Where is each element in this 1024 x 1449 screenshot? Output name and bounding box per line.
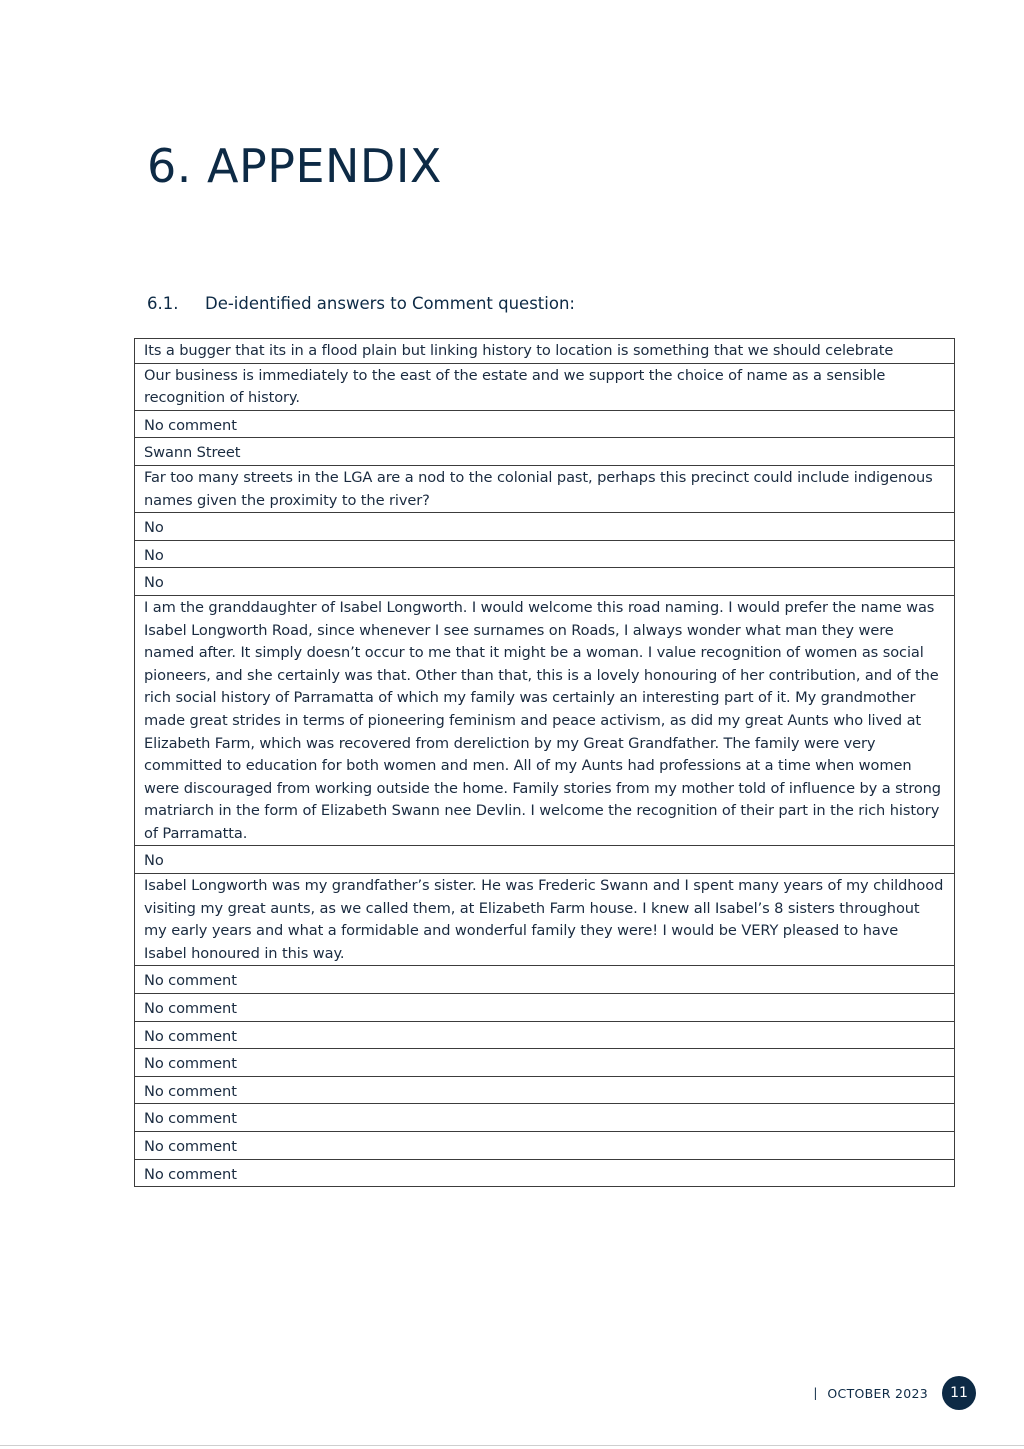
table-row xyxy=(135,1076,955,1104)
table-row xyxy=(135,1132,955,1160)
comment-cell: Its a bugger that its in a flood plain but linking history to location is something that we should celebrate xyxy=(135,339,955,364)
comment-cell: Our business is immediately to the east of the estate and we support the choice of name as a sensible recognition of history. xyxy=(135,363,955,410)
comment-cell: I am the granddaughter of Isabel Longworth. I would welcome this road naming. I would prefer the name was Isabel Longworth Road, since whenever I see surnames on Roads, I always wonder what man they were named after. It simply doesn’t occur to me that it might be a woman. I value recognition of women as social pioneers, and she certainly was that. Other than that, this is a lovely honouring of her contribution, and of the rich social history of Parramatta of which my family was certainly an interesting part of it. My grandmother made great strides in terms of pioneering feminism and peace activism, as did my great Aunts who lived at Elizabeth Farm, which was recovered from dereliction by my Great Grandfather. The family were very committed to education for both women and men. All of my Aunts had professions at a time when women were discouraged from working outside the home. Family stories from my mother told of influence by a strong matriarch in the form of Elizabeth Swann nee Devlin. I welcome the recognition of their part in the rich history of Parramatta. xyxy=(135,595,955,846)
page-title: 6. APPENDIX xyxy=(147,139,442,193)
comment-cell: No comment xyxy=(135,1104,955,1132)
table-row xyxy=(135,1104,955,1132)
footer-separator: | xyxy=(813,1386,818,1400)
table-row xyxy=(135,595,955,846)
table-row xyxy=(135,540,955,568)
comment-cell: Far too many streets in the LGA are a nod to the colonial past, perhaps this precinct could include indigenous names given the proximity to the river? xyxy=(135,465,955,512)
table-row xyxy=(135,568,955,596)
comment-cell: No comment xyxy=(135,1049,955,1077)
table-row xyxy=(135,1159,955,1187)
comment-cell: No comment xyxy=(135,1132,955,1160)
page-number-badge: 11 xyxy=(942,1376,976,1410)
table-row xyxy=(135,410,955,438)
table-row xyxy=(135,438,955,466)
comment-cell: Isabel Longworth was my grandfather’s sister. He was Frederic Swann and I spent many years of my childhood visiting my great aunts, as we called them, at Elizabeth Farm house. I knew all Isabel’s 8 sisters throughout my early years and what a formidable and wonderful family they were! I would be VERY pleased to have Isabel honoured in this way. xyxy=(135,874,955,966)
comment-cell: No xyxy=(135,846,955,874)
section-heading-text: De-identified answers to Comment question: xyxy=(205,294,575,313)
table-row xyxy=(135,363,955,410)
comment-cell: No xyxy=(135,513,955,541)
comment-cell: No comment xyxy=(135,410,955,438)
comment-cell: No comment xyxy=(135,1076,955,1104)
footer-date: OCTOBER 2023 xyxy=(827,1385,928,1401)
section-number: 6.1. xyxy=(147,294,179,313)
table-row xyxy=(135,994,955,1022)
page-divider xyxy=(0,1445,1024,1446)
table-row xyxy=(135,339,955,364)
table-row xyxy=(135,966,955,994)
comment-cell: No comment xyxy=(135,1159,955,1187)
table-row xyxy=(135,465,955,512)
table-row xyxy=(135,1049,955,1077)
table-row xyxy=(135,513,955,541)
section-heading xyxy=(147,292,575,316)
comment-cell: No comment xyxy=(135,1021,955,1049)
comment-cell: No comment xyxy=(135,966,955,994)
comment-cell: No xyxy=(135,540,955,568)
comment-cell: Swann Street xyxy=(135,438,955,466)
page-footer xyxy=(813,1376,976,1410)
table-row xyxy=(135,1021,955,1049)
comment-cell: No comment xyxy=(135,994,955,1022)
comments-table xyxy=(134,338,955,1187)
comment-cell: No xyxy=(135,568,955,596)
table-row xyxy=(135,846,955,874)
table-row xyxy=(135,874,955,966)
